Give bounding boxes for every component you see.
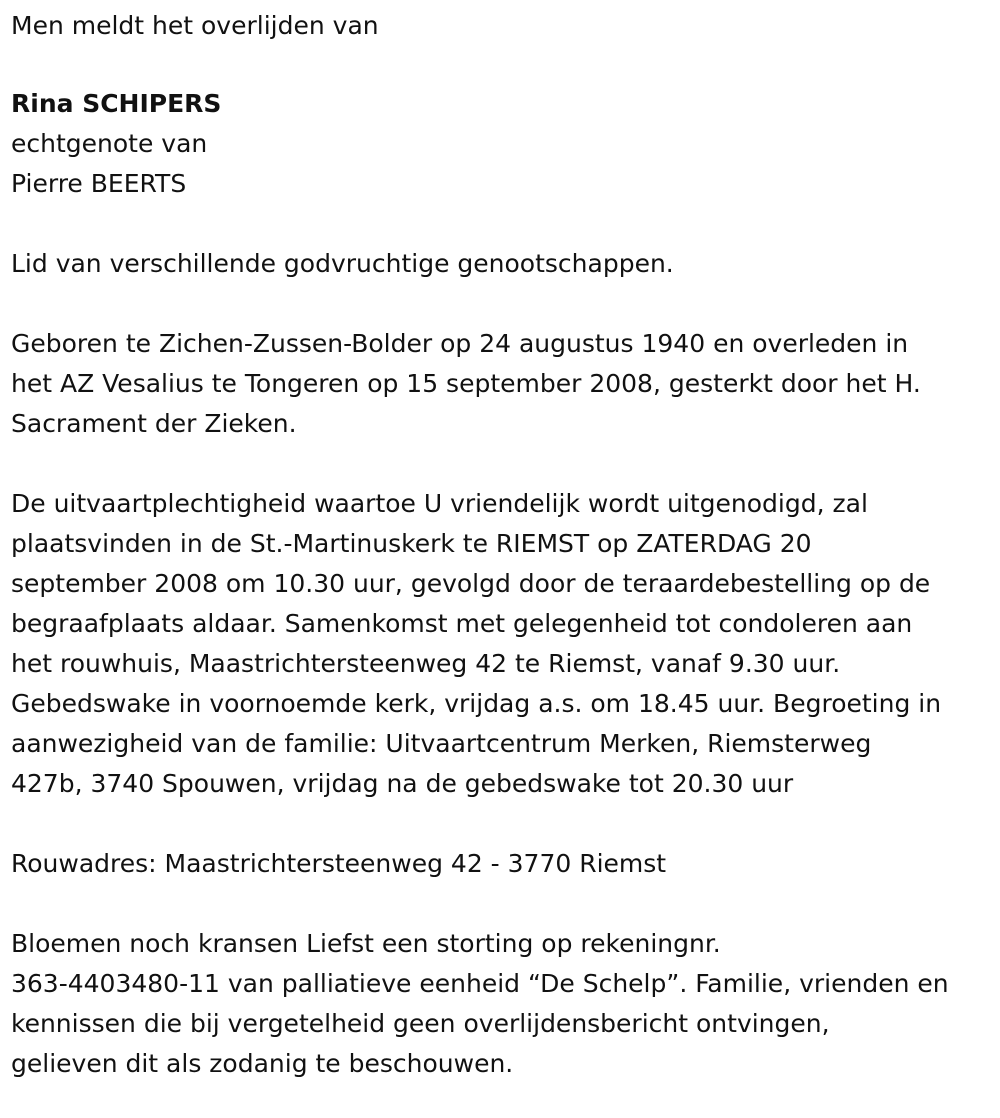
obituary-notice	[11, 6, 996, 1084]
paragraph-line: september 2008 om 10.30 uur, gevolgd door de teraardebestelling op de	[11, 569, 931, 598]
paragraph-line: aanwezigheid van de familie: Uitvaartcentrum Merken, Riemsterweg	[11, 729, 872, 758]
spacer	[11, 204, 996, 244]
paragraph-line: De uitvaartplechtigheid waartoe U vriendelijk wordt uitgenodigd, zal	[11, 489, 868, 518]
intro-text: Men meldt het overlijden van	[11, 11, 379, 40]
birth-death-paragraph	[11, 324, 996, 444]
paragraph-line: plaatsvinden in de St.-Martinuskerk te RIEMST op ZATERDAG 20	[11, 529, 812, 558]
paragraph-line: 427b, 3740 Spouwen, vrijdag na de gebedswake tot 20.30 uur	[11, 769, 794, 798]
spouse-name: Pierre BEERTS	[11, 169, 187, 198]
paragraph-line: het AZ Vesalius te Tongeren op 15 september 2008, gesterkt door het H.	[11, 369, 921, 398]
relation-text: echtgenote van	[11, 129, 208, 158]
paragraph-line: begraafplaats aldaar. Samenkomst met gelegenheid tot condoleren aan	[11, 609, 913, 638]
spacer	[11, 444, 996, 484]
paragraph-line: Bloemen noch kransen Liefst een storting op rekeningnr.	[11, 929, 721, 958]
membership-text: Lid van verschillende godvruchtige genootschappen.	[11, 249, 674, 278]
paragraph-line: Geboren te Zichen-Zussen-Bolder op 24 augustus 1940 en overleden in	[11, 329, 909, 358]
paragraph-line: gelieven dit als zodanig te beschouwen.	[11, 1049, 514, 1078]
spacer	[11, 284, 996, 324]
spacer	[11, 884, 996, 924]
paragraph-line: Sacrament der Zieken.	[11, 409, 297, 438]
paragraph-line: 363-4403480-11 van palliatieve eenheid “De Schelp”. Familie, vrienden en	[11, 969, 949, 998]
paragraph-line: Gebedswake in voornoemde kerk, vrijdag a.s. om 18.45 uur. Begroeting in	[11, 689, 942, 718]
mourning-address: Rouwadres: Maastrichtersteenweg 42 - 3770 Riemst	[11, 849, 667, 878]
funeral-paragraph	[11, 484, 996, 804]
spacer	[11, 46, 996, 84]
deceased-name: Rina SCHIPERS	[11, 89, 222, 118]
paragraph-line: het rouwhuis, Maastrichtersteenweg 42 te Riemst, vanaf 9.30 uur.	[11, 649, 841, 678]
closing-paragraph	[11, 924, 996, 1084]
paragraph-line: kennissen die bij vergetelheid geen overlijdensbericht ontvingen,	[11, 1009, 830, 1038]
spacer	[11, 804, 996, 844]
